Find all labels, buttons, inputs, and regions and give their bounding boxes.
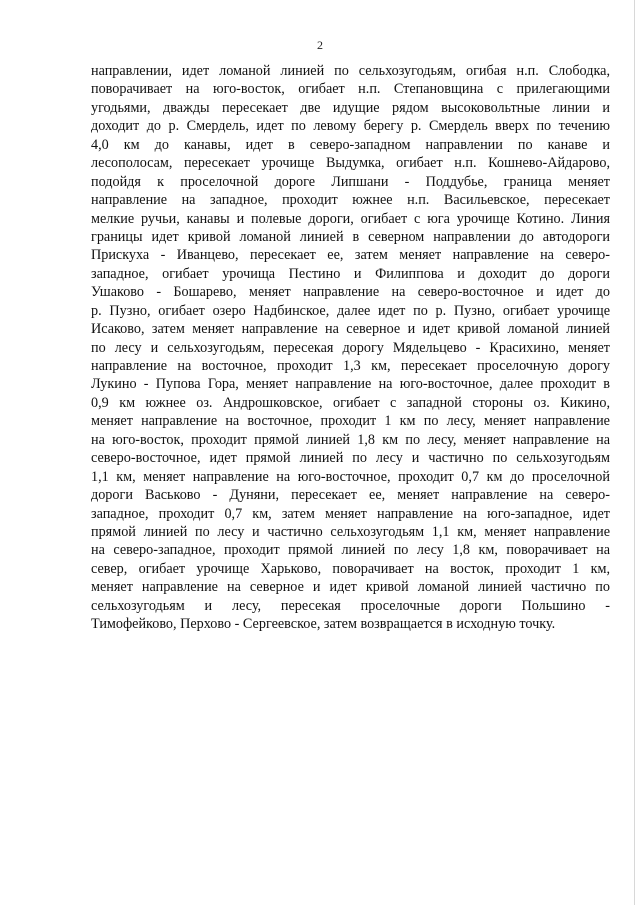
text-line: Лукино - Пупова Гора, меняет направление на юго-восточное, далее проходит в — [91, 376, 610, 393]
text-line: границы идет кривой ломаной линией в северном направлении до автодороги — [91, 228, 610, 245]
text-line: на северо-западное, проходит прямой линией по лесу 1,8 км, поворачивает на — [91, 542, 610, 559]
text-line: направлении, идет ломаной линией по сельхозугодьям, огибая н.п. Слободка, — [91, 63, 610, 79]
text-line: направление на восточное, проходит 1,3 км, пересекает проселочную дорогу — [91, 358, 610, 374]
text-line: Исаково, затем меняет направление на северное и идет кривой ломаной линией — [91, 321, 610, 338]
text-line: на юго-восток, проходит прямой линией 1,8 км по лесу, меняет направление на — [91, 431, 610, 448]
text-line: 1,1 км, меняет направление на юго-восточное, проходит 0,7 км до проселочной — [91, 468, 610, 485]
text-line: западное, проходит 0,7 км, затем меняет направление на юго-западное, идет — [91, 505, 610, 522]
text-line: Ушаково - Бошарево, меняет направление на северо-восточное и идет до — [91, 284, 610, 301]
text-line: угодьями, дважды пересекает две идущие рядом высоковольтные линии и — [91, 99, 610, 116]
text-line: лесополосам, пересекает урочище Выдумка, огибает н.п. Кошнево-Айдарово, — [91, 155, 610, 172]
page-number: 2 — [317, 38, 323, 52]
text-line: подойдя к проселочной дороге Липшани - Поддубье, граница меняет — [91, 173, 610, 190]
text-line: север, огибает урочище Харьково, поворачивает на восток, проходит 1 км, — [91, 560, 610, 577]
text-line: дороги Васьково - Дуняни, пересекает ее, меняет направление на северо- — [91, 487, 610, 504]
body-text — [91, 62, 610, 634]
text-line: мелкие ручьи, канавы и полевые дороги, огибает с юга урочище Котино. Линия — [91, 210, 610, 227]
text-line: северо-восточное, идет прямой линией по лесу и частично по сельхозугодьям — [91, 450, 610, 467]
text-line: меняет направление на восточное, проходит 1 км по лесу, меняет направление — [91, 413, 610, 430]
text-line: Прискуха - Иванцево, пересекает ее, затем меняет направление на северо- — [91, 247, 610, 264]
text-line: Тимофейково, Перхово - Сергеевское, затем возвращается в исходную точку. — [91, 616, 556, 633]
text-line: западное, огибает урочища Пестино и Филиппова и доходит до дороги — [91, 265, 610, 282]
text-line: сельхозугодьям и лесу, пересекая проселочные дороги Польшино - — [91, 597, 610, 614]
text-line: направление на западное, проходит южнее н.п. Васильевское, пересекает — [91, 192, 610, 209]
text-line: 0,9 км южнее оз. Андрошковское, огибает с западной стороны оз. Кикино, — [91, 394, 610, 411]
text-line: меняет направление на северное и идет кривой ломаной линией частично по — [91, 579, 610, 596]
text-line: по лесу и сельхозугодьям, пересекая дорогу Мядельцево - Красихино, меняет — [91, 339, 610, 356]
text-line: доходит до р. Смердель, идет по левому берегу р. Смердель вверх по течению — [91, 118, 610, 135]
text-line: поворачивает на юго-восток, огибает н.п. Степановщина с прилегающими — [91, 81, 610, 98]
text-line: р. Пузно, огибает озеро Надбинское, далее идет по р. Пузно, огибает урочище — [91, 302, 610, 319]
text-line: прямой линией по лесу и частично сельхозугодьям 1,1 км, меняет направление — [91, 523, 610, 540]
text-line: 4,0 км до канавы, идет в северо-западном направлении по канаве и — [91, 136, 610, 153]
scan-edge — [634, 0, 635, 905]
